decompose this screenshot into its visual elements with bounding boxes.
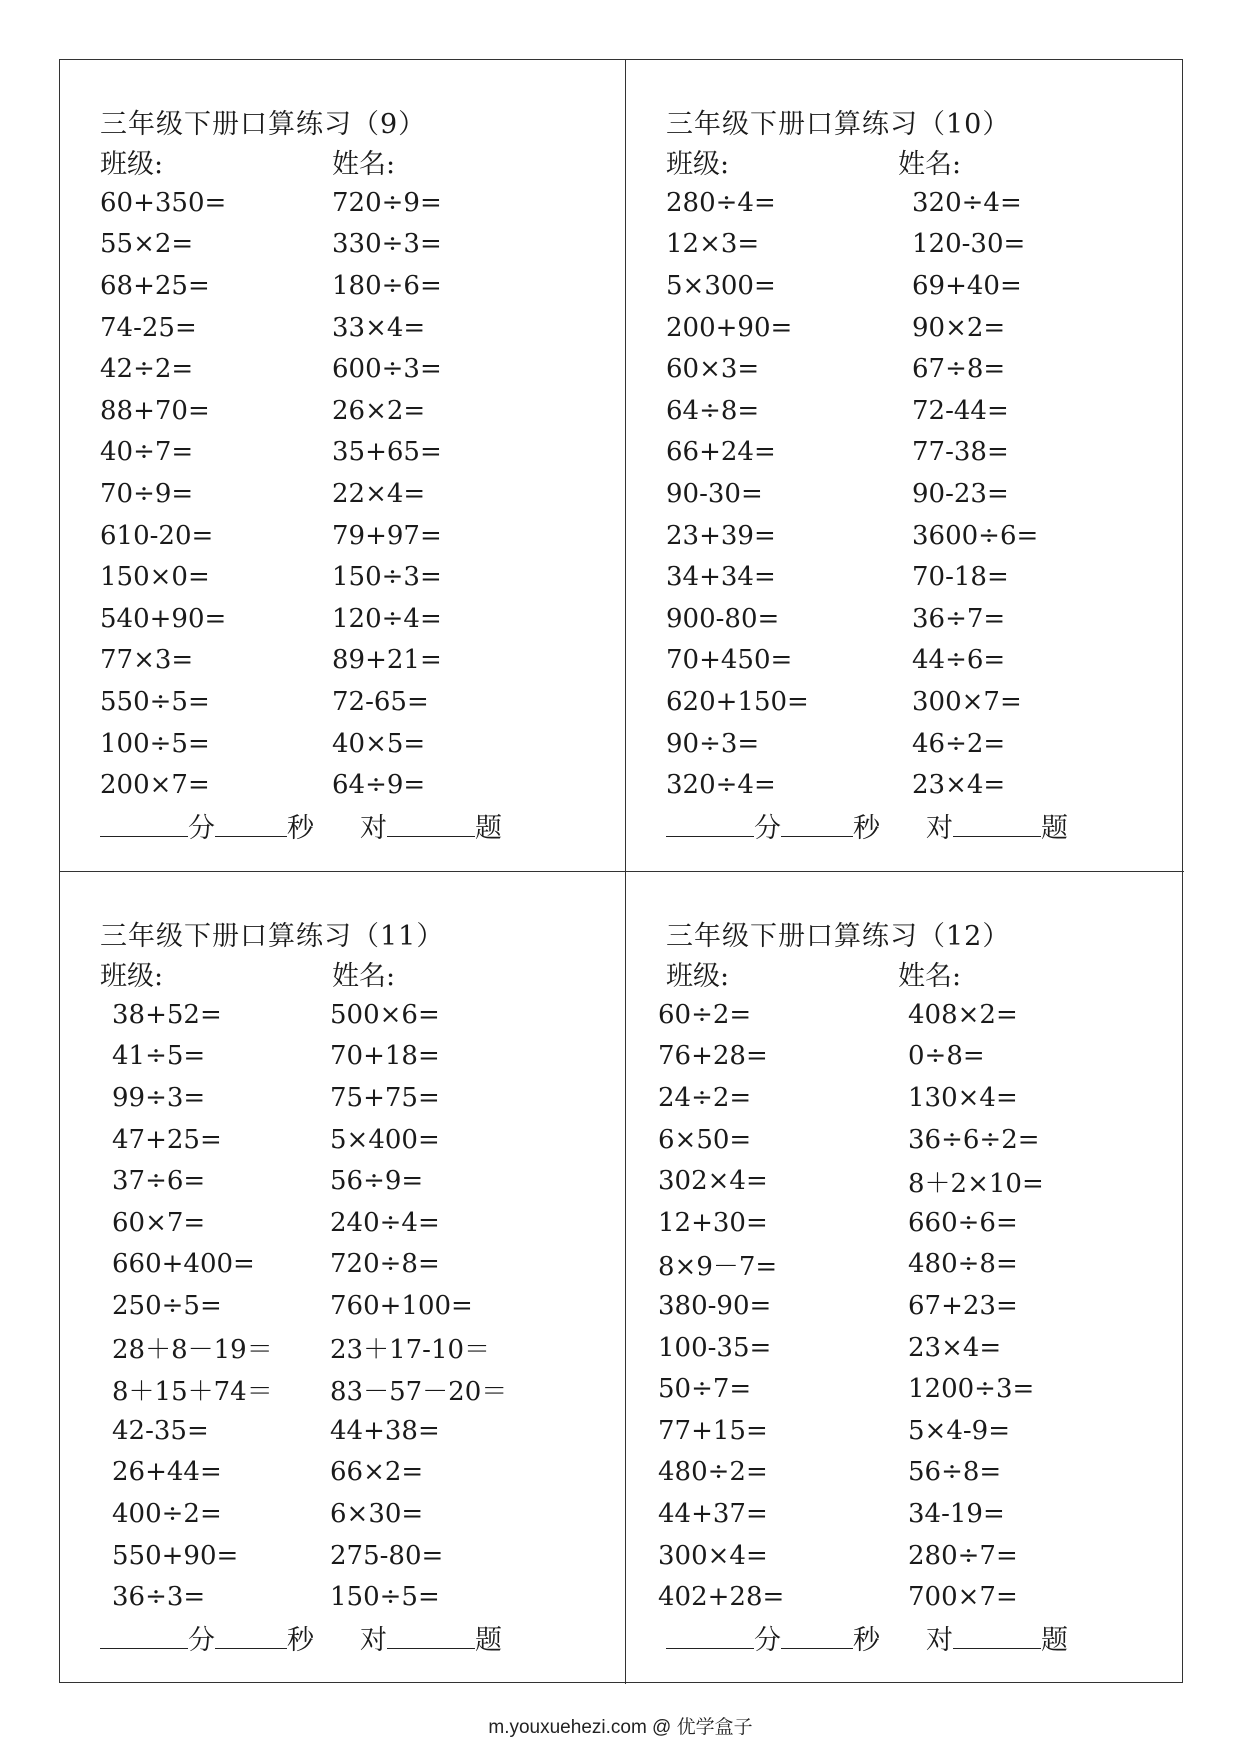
seconds-label: 秒 — [287, 813, 314, 844]
problem-row — [112, 1410, 625, 1452]
problem: 250÷5= — [112, 1290, 222, 1321]
problem: 34+34= — [666, 562, 776, 593]
problem: 8＋2×10= — [908, 1168, 1044, 1199]
minutes-blank[interactable] — [100, 1626, 188, 1649]
problem: 275-80= — [330, 1540, 444, 1571]
problem: 70+18= — [330, 1041, 440, 1072]
problem: 302×4= — [658, 1166, 768, 1197]
problem: 26×2= — [332, 395, 426, 426]
problem-row — [666, 723, 1184, 765]
problem: 5×300= — [666, 270, 776, 301]
problem-row — [666, 182, 1184, 224]
problem-row — [658, 1410, 1184, 1452]
problem-row — [666, 224, 1184, 266]
problem: 150÷5= — [330, 1582, 440, 1613]
problem: 408×2= — [908, 999, 1018, 1030]
problem-row — [658, 1535, 1184, 1577]
seconds-blank[interactable] — [781, 1626, 853, 1649]
problem-row — [112, 1036, 625, 1078]
problem: 67÷8= — [912, 354, 1006, 385]
problem: 100÷5= — [100, 728, 210, 759]
problem: 44÷6= — [912, 645, 1006, 676]
problem-row — [666, 598, 1184, 640]
class-label: 班级: — [666, 961, 730, 992]
problem: 70+450= — [666, 645, 793, 676]
minutes-label: 分 — [754, 1625, 781, 1656]
problem-row — [100, 224, 625, 266]
problem: 480÷8= — [908, 1249, 1018, 1280]
problem: 0÷8= — [908, 1041, 985, 1072]
problem: 22×4= — [332, 478, 426, 509]
correct-label: 对 — [360, 813, 387, 844]
problem: 5×4-9= — [908, 1415, 1010, 1446]
problem: 37÷6= — [112, 1166, 206, 1197]
problem: 320÷4= — [912, 187, 1022, 218]
problem: 900-80= — [666, 603, 780, 634]
problem: 8×9－7= — [658, 1251, 778, 1282]
problem: 34-19= — [908, 1498, 1005, 1529]
problem-row — [666, 390, 1184, 432]
problem-row — [112, 1160, 625, 1202]
problem: 6×30= — [330, 1498, 424, 1529]
name-label: 姓名: — [898, 961, 962, 992]
problem: 400÷2= — [112, 1498, 222, 1529]
problem: 402+28= — [658, 1582, 785, 1613]
problem: 100-35= — [658, 1332, 772, 1363]
problem-row — [666, 556, 1184, 598]
problem: 99÷3= — [112, 1082, 206, 1113]
problem: 66×2= — [330, 1457, 424, 1488]
problem: 90×2= — [912, 312, 1006, 343]
problem-row — [100, 265, 625, 307]
problem: 280÷4= — [666, 187, 776, 218]
problem: 12×3= — [666, 229, 760, 260]
problem-row — [100, 307, 625, 349]
problem-row — [658, 1493, 1184, 1535]
problem-row — [658, 1244, 1184, 1286]
problem-row — [112, 1535, 625, 1577]
problem: 77×3= — [100, 645, 194, 676]
score-footer — [100, 1618, 502, 1657]
problem-row — [112, 1327, 625, 1369]
questions-label: 题 — [1041, 813, 1068, 844]
problem-row — [658, 1036, 1184, 1078]
problem: 75+75= — [330, 1082, 440, 1113]
problem: 36÷3= — [112, 1582, 206, 1613]
problem-row — [658, 1368, 1184, 1410]
minutes-blank[interactable] — [100, 814, 188, 837]
problem: 60×7= — [112, 1207, 206, 1238]
problem: 42÷2= — [100, 354, 194, 385]
correct-blank[interactable] — [953, 814, 1041, 837]
name-label: 姓名: — [898, 149, 962, 180]
score-footer — [100, 806, 502, 845]
seconds-blank[interactable] — [781, 814, 853, 837]
correct-label: 对 — [926, 813, 953, 844]
problem: 44+38= — [330, 1415, 440, 1446]
problem-row — [658, 1077, 1184, 1119]
correct-blank[interactable] — [387, 1626, 475, 1649]
seconds-blank[interactable] — [215, 814, 287, 837]
problem: 46÷2= — [912, 728, 1006, 759]
problem: 540+90= — [100, 603, 227, 634]
problem-row — [666, 307, 1184, 349]
problem: 72-44= — [912, 395, 1009, 426]
problem: 120÷4= — [332, 603, 442, 634]
problem-row — [100, 598, 625, 640]
problem: 64÷9= — [332, 770, 426, 801]
problem-row — [100, 764, 625, 806]
problem: 500×6= — [330, 999, 440, 1030]
problem-row — [666, 640, 1184, 682]
class-label: 班级: — [100, 961, 164, 992]
problem: 77+15= — [658, 1415, 768, 1446]
problem-row — [666, 764, 1184, 806]
problem-list — [100, 182, 625, 806]
problem: 88+70= — [100, 395, 210, 426]
problem: 42-35= — [112, 1415, 209, 1446]
problem: 320÷4= — [666, 770, 776, 801]
problem-row — [666, 681, 1184, 723]
problem: 3600÷6= — [912, 520, 1039, 551]
problem: 720÷8= — [330, 1249, 440, 1280]
class-label: 班级: — [666, 149, 730, 180]
problem: 55×2= — [100, 229, 194, 260]
problem-row — [666, 432, 1184, 474]
problem: 700×7= — [908, 1582, 1018, 1613]
problem: 50÷7= — [658, 1374, 752, 1405]
problem: 610-20= — [100, 520, 214, 551]
problem-row — [100, 681, 625, 723]
problem: 200+90= — [666, 312, 793, 343]
problem: 12+30= — [658, 1207, 768, 1238]
problem-row — [100, 473, 625, 515]
problem: 23×4= — [912, 770, 1006, 801]
problem: 89+21= — [332, 645, 442, 676]
problem: 38+52= — [112, 999, 222, 1030]
problem-row — [658, 994, 1184, 1036]
problem: 620+150= — [666, 686, 809, 717]
problem: 23＋17-10＝ — [330, 1335, 491, 1366]
minutes-blank[interactable] — [666, 814, 754, 837]
problem-list — [658, 994, 1184, 1618]
problem-row — [100, 182, 625, 224]
problem: 67+23= — [908, 1290, 1018, 1321]
correct-blank[interactable] — [953, 1626, 1041, 1649]
problem: 60÷2= — [658, 999, 752, 1030]
problem: 28＋8－19＝ — [112, 1335, 273, 1366]
problem: 74-25= — [100, 312, 197, 343]
seconds-label: 秒 — [853, 813, 880, 844]
problem-row — [112, 994, 625, 1036]
problem-row — [100, 390, 625, 432]
problem: 300×4= — [658, 1540, 768, 1571]
worksheet-panel — [60, 872, 626, 1684]
problem-row — [100, 556, 625, 598]
problem: 720÷9= — [332, 187, 442, 218]
problem-row — [112, 1368, 625, 1410]
problem: 300×7= — [912, 686, 1022, 717]
worksheet-title: 三年级下册口算练习（12） — [666, 921, 1011, 952]
problem-row — [112, 1576, 625, 1618]
problem: 1200÷3= — [908, 1374, 1035, 1405]
problem-row — [666, 473, 1184, 515]
problem-row — [100, 348, 625, 390]
problem: 35+65= — [332, 437, 442, 468]
problem: 6×50= — [658, 1124, 752, 1155]
worksheet-panel — [60, 60, 626, 872]
problem-row — [658, 1327, 1184, 1369]
problem: 40×5= — [332, 728, 426, 759]
problem-row — [658, 1160, 1184, 1202]
problem: 23×4= — [908, 1332, 1002, 1363]
problem: 240÷4= — [330, 1207, 440, 1238]
problem: 550÷5= — [100, 686, 210, 717]
name-label: 姓名: — [332, 149, 396, 180]
correct-label: 对 — [360, 1625, 387, 1656]
problem: 70÷9= — [100, 478, 194, 509]
problem: 90÷3= — [666, 728, 760, 759]
problem-row — [658, 1285, 1184, 1327]
problem: 33×4= — [332, 312, 426, 343]
seconds-label: 秒 — [287, 1625, 314, 1656]
problem-row — [112, 1202, 625, 1244]
correct-label: 对 — [926, 1625, 953, 1656]
problem: 180÷6= — [332, 270, 442, 301]
problem-row — [666, 265, 1184, 307]
name-label: 姓名: — [332, 961, 396, 992]
problem: 68+25= — [100, 270, 210, 301]
problem-list — [112, 994, 625, 1618]
problem: 660+400= — [112, 1249, 255, 1280]
problem: 69+40= — [912, 270, 1022, 301]
minutes-label: 分 — [754, 813, 781, 844]
worksheet-title: 三年级下册口算练习（9） — [100, 109, 427, 140]
problem: 150×0= — [100, 562, 210, 593]
problem-row — [100, 432, 625, 474]
problem: 70-18= — [912, 562, 1009, 593]
questions-label: 题 — [475, 1625, 502, 1656]
problem-row — [658, 1202, 1184, 1244]
problem: 380-90= — [658, 1290, 772, 1321]
minutes-blank[interactable] — [666, 1626, 754, 1649]
problem: 90-23= — [912, 478, 1009, 509]
seconds-label: 秒 — [853, 1625, 880, 1656]
problem: 600÷3= — [332, 354, 442, 385]
problem-list — [666, 182, 1184, 806]
problem: 26+44= — [112, 1457, 222, 1488]
correct-blank[interactable] — [387, 814, 475, 837]
problem: 83－57－20＝ — [330, 1376, 508, 1407]
problem: 60+350= — [100, 187, 227, 218]
problem: 24÷2= — [658, 1082, 752, 1113]
problem: 760+100= — [330, 1290, 473, 1321]
worksheet-page — [59, 59, 1183, 1683]
problem: 5×400= — [330, 1124, 440, 1155]
problem-row — [658, 1452, 1184, 1494]
problem-row — [100, 515, 625, 557]
problem: 40÷7= — [100, 437, 194, 468]
class-label: 班级: — [100, 149, 164, 180]
problem-row — [112, 1493, 625, 1535]
problem-row — [112, 1452, 625, 1494]
problem: 120-30= — [912, 229, 1026, 260]
questions-label: 题 — [1041, 1625, 1068, 1656]
worksheet-title: 三年级下册口算练习（10） — [666, 109, 1011, 140]
problem: 72-65= — [332, 686, 429, 717]
score-footer — [666, 1618, 1068, 1657]
problem: 280÷7= — [908, 1540, 1018, 1571]
problem: 36÷7= — [912, 603, 1006, 634]
problem-row — [112, 1285, 625, 1327]
problem: 76+28= — [658, 1041, 768, 1072]
minutes-label: 分 — [188, 1625, 215, 1656]
problem: 130×4= — [908, 1082, 1018, 1113]
questions-label: 题 — [475, 813, 502, 844]
problem: 200×7= — [100, 770, 210, 801]
problem-row — [658, 1576, 1184, 1618]
problem-row — [112, 1244, 625, 1286]
problem: 90-30= — [666, 478, 763, 509]
problem: 77-38= — [912, 437, 1009, 468]
problem: 550+90= — [112, 1540, 239, 1571]
problem-row — [658, 1119, 1184, 1161]
seconds-blank[interactable] — [215, 1626, 287, 1649]
problem: 66+24= — [666, 437, 776, 468]
problem: 330÷3= — [332, 229, 442, 260]
problem-row — [666, 348, 1184, 390]
problem: 60×3= — [666, 354, 760, 385]
problem-row — [100, 640, 625, 682]
problem: 56÷8= — [908, 1457, 1002, 1488]
problem-row — [112, 1077, 625, 1119]
watermark: m.youxuehezi.com @ 优学盒子 — [488, 1717, 753, 1738]
problem-row — [112, 1119, 625, 1161]
problem: 79+97= — [332, 520, 442, 551]
worksheet-title: 三年级下册口算练习（11） — [100, 921, 445, 952]
score-footer — [666, 806, 1068, 845]
problem: 23+39= — [666, 520, 776, 551]
problem: 480÷2= — [658, 1457, 768, 1488]
problem: 44+37= — [658, 1498, 768, 1529]
problem: 8＋15＋74＝ — [112, 1376, 273, 1407]
problem: 41÷5= — [112, 1041, 206, 1072]
problem: 36÷6÷2= — [908, 1124, 1040, 1155]
worksheet-panel — [626, 872, 1184, 1684]
problem: 56÷9= — [330, 1166, 424, 1197]
problem: 64÷8= — [666, 395, 760, 426]
minutes-label: 分 — [188, 813, 215, 844]
worksheet-panel — [626, 60, 1184, 872]
problem: 47+25= — [112, 1124, 222, 1155]
problem-row — [100, 723, 625, 765]
problem: 660÷6= — [908, 1207, 1018, 1238]
problem-row — [666, 515, 1184, 557]
problem: 150÷3= — [332, 562, 442, 593]
